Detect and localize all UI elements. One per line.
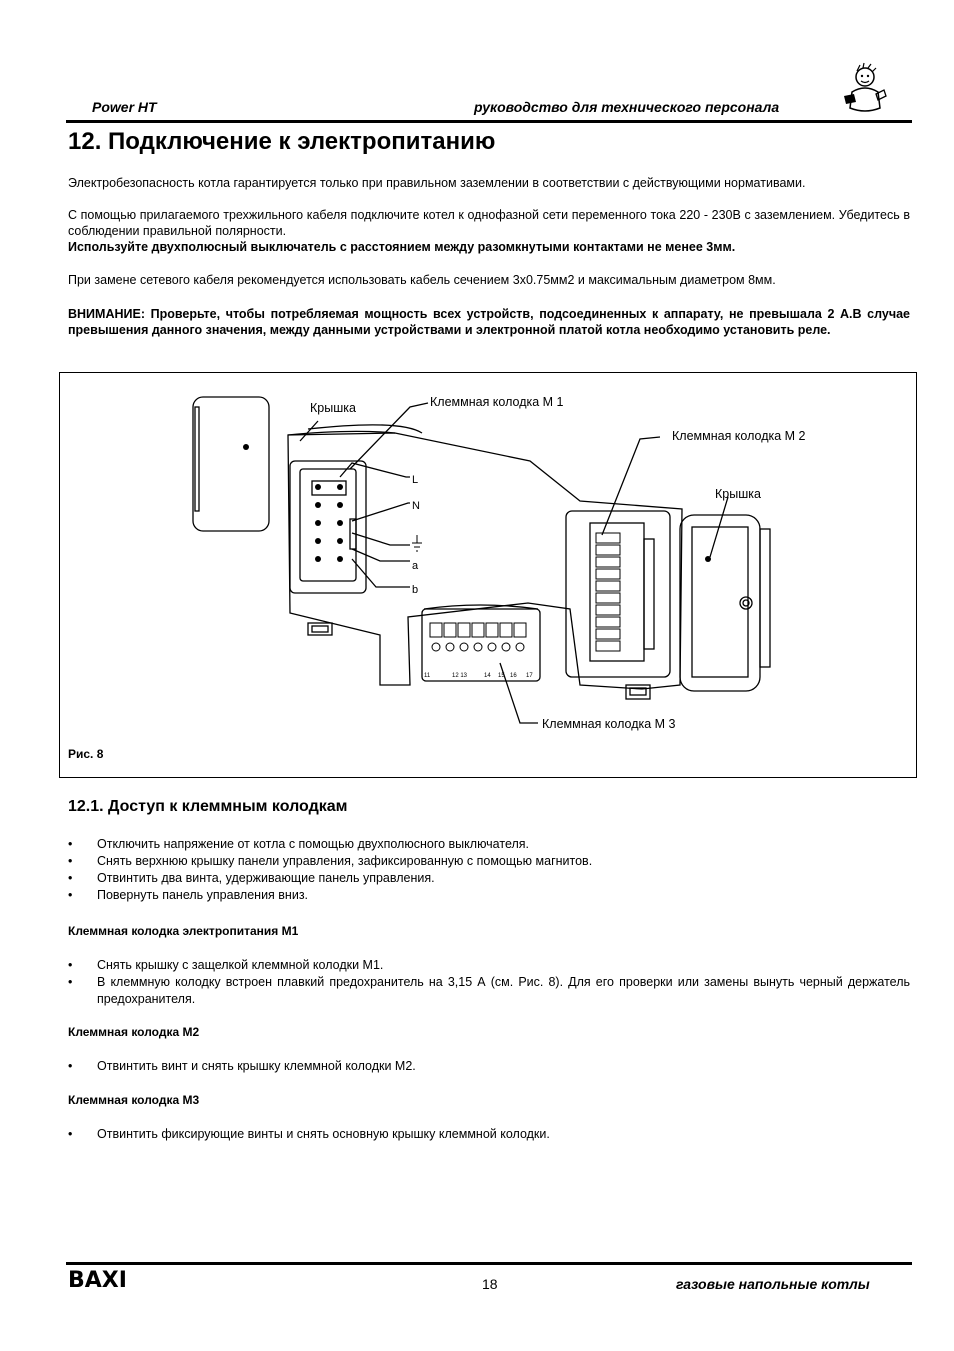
left-cover-shape [193,397,269,531]
list-item: • Снять верхнюю крышку панели управления, зафиксированную с помощью магнитов. [68,853,910,870]
list-item: • Снять крышку с защелкой клеммной колодки М1. [68,957,910,974]
list-item: • Отвинтить винт и снять крышку клеммной колодки М2. [68,1058,910,1075]
m3-number-6: 17 [526,673,533,679]
label-cover-left: Крышка [310,401,356,415]
list-item: • В клеммную колодку встроен плавкий предохранитель на 3,15 А (см. Рис. 8). Для его проверки или замены вынуть черный держатель предохранителя. [68,974,910,1008]
terminal-mark-l: L [412,474,419,486]
intro-paragraph-3: Используйте двухполюсный выключатель с расстоянием между разомкнутыми контактами не менее 3мм. [68,240,736,254]
label-terminal-m3: Клеммная колодка М 3 [542,717,676,731]
header-rule [66,120,912,123]
terminal-mark-b: b [412,584,419,596]
terminal-mark-n: N [412,500,420,512]
m3-number-1: 11 [424,673,431,679]
subheading-m2: Клеммная колодка М2 [68,1025,200,1039]
subheading-m3: Клеммная колодка М3 [68,1093,200,1107]
label-terminal-m1: Клеммная колодка М 1 [430,395,564,409]
technician-mascot-icon [838,62,888,116]
page-title: 12. Подключение к электропитанию [68,128,496,155]
label-cover-right: Крышка [715,487,761,501]
baxi-logo: BAXI [68,1268,127,1293]
header-product-name: Power HT [92,99,157,115]
footer-rule [66,1262,912,1265]
list-item: • Отвинтить два винта, удерживающие панель управления. [68,870,910,887]
list-item: • Отключить напряжение от котла с помощью двухполюсного выключателя. [68,836,910,853]
m3-number-4: 15 [498,673,505,679]
list-item: • Повернуть панель управления вниз. [68,887,910,904]
wiring-figure [59,372,917,778]
warning-paragraph: ВНИМАНИЕ: Проверьте, чтобы потребляемая мощность всех устройств, подсоединенных к аппарату, не превышала 2 А.В случае превышения данного значения, между данными устройствами и электронной платой котла необходимо установить реле. [68,307,910,337]
list-item: • Отвинтить фиксирующие винты и снять основную крышку клеммной колодки. [68,1126,910,1143]
m2-steps-list [68,1058,910,1075]
m3-number-2: 12 13 [452,673,468,679]
figure-caption: Рис. 8 [68,747,104,761]
section-title: 12.1. Доступ к клеммным колодкам [68,798,348,815]
terminal-mark-a: a [412,560,419,572]
label-terminal-m2: Клеммная колодка М 2 [672,429,806,443]
header-manual-title: руководство для технического персонала [474,99,780,115]
intro-paragraph-1: Электробезопасность котла гарантируется только при правильном заземлении в соответствии с действующими нормативами. [68,176,806,190]
m3-steps-list [68,1126,910,1143]
intro-paragraph-4: При замене сетевого кабеля рекомендуется использовать кабель сечением 3x0.75мм2 и максимальным диаметром 8мм. [68,273,776,287]
m3-number-5: 16 [510,673,517,679]
subheading-m1: Клеммная колодка электропитания М1 [68,924,299,938]
ground-symbol-icon [412,535,422,551]
page-number: 18 [482,1276,498,1292]
m3-number-3: 14 [484,673,491,679]
footer-category: газовые напольные котлы [676,1276,870,1292]
intro-paragraph-2: С помощью прилагаемого трехжильного кабеля подключите котел к однофазной сети переменного тока 220 - 230В с заземлением. Убедитесь в соблюдении правильной полярности. [68,208,910,238]
m1-steps-list [68,957,910,1008]
access-steps-list [68,836,910,904]
